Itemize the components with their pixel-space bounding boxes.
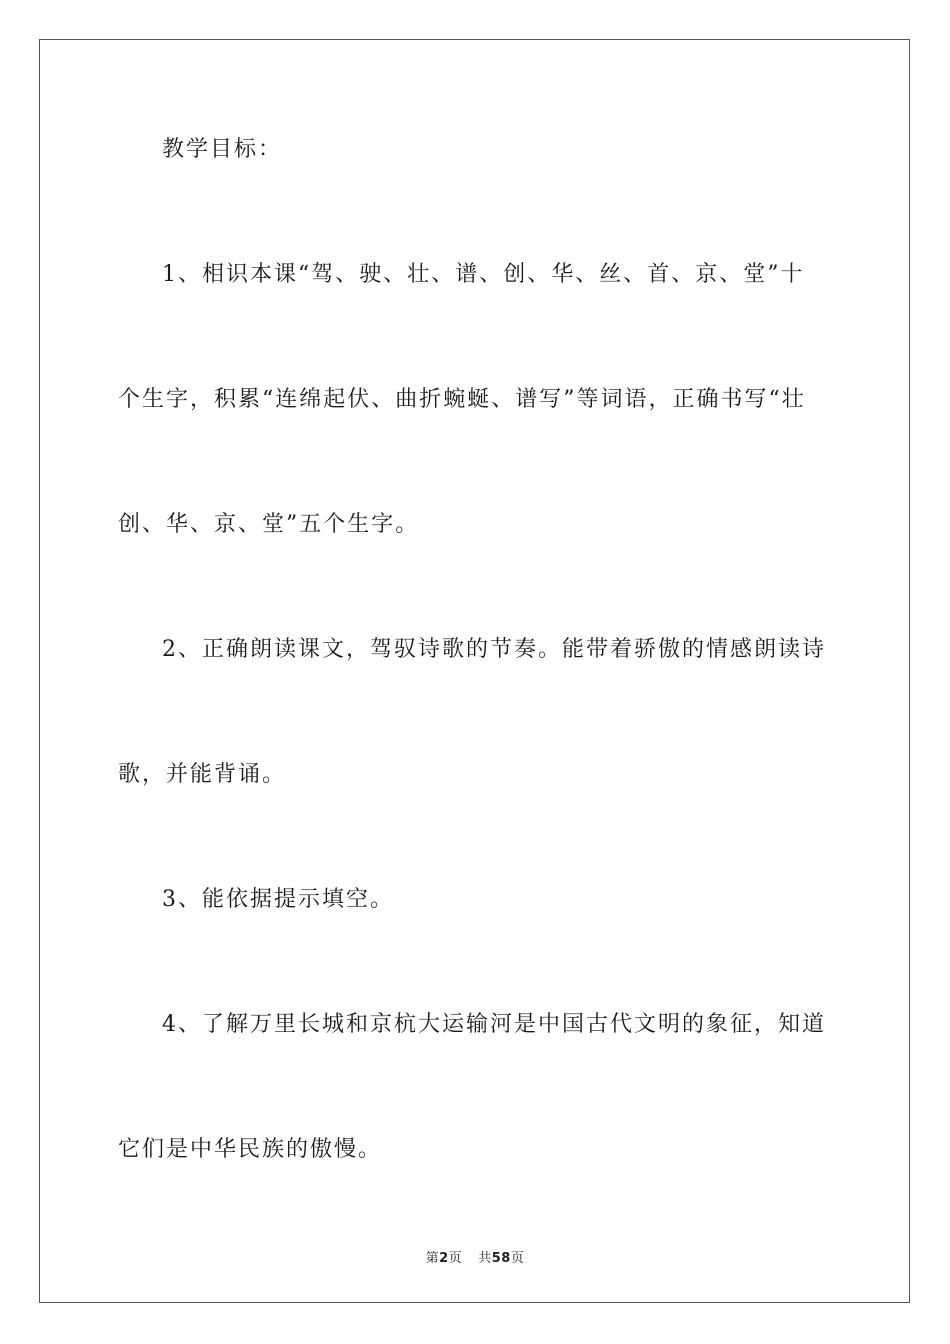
total-prefix: 共 <box>478 1251 492 1266</box>
objective-2-line-2: 歌，并能背诵。 <box>118 762 287 787</box>
objective-4-line-2: 它们是中华民族的傲慢。 <box>118 1137 383 1162</box>
objective-1-line-3: 创、华、京、堂”五个生字。 <box>118 512 420 537</box>
total-suffix: 页 <box>510 1251 525 1266</box>
objective-3-line-1: 3、能依据提示填空。 <box>162 887 394 912</box>
page-frame <box>39 39 910 1303</box>
objective-2-line-1: 2、正确朗读课文，驾驭诗歌的节奏。能带着骄傲的情感朗读诗 <box>162 637 826 662</box>
objective-4-line-1: 4、了解万里长城和京杭大运输河是中国古代文明的象征，知道 <box>162 1012 826 1037</box>
objective-1-line-2: 个生字，积累“连绵起伏、曲折蜿蜒、谱写”等词语，正确书写“壮 <box>118 387 806 412</box>
page-footer <box>0 1247 950 1266</box>
page-number: 2 <box>439 1251 449 1266</box>
objective-1-line-1: 1、相识本课“驾、驶、壮、谱、创、华、丝、首、京、堂”十 <box>162 262 805 287</box>
objectives-heading: 教学目标： <box>162 137 283 162</box>
page-prefix: 第 <box>425 1251 440 1266</box>
page-suffix: 页 <box>448 1251 463 1266</box>
total-pages: 58 <box>491 1251 511 1266</box>
